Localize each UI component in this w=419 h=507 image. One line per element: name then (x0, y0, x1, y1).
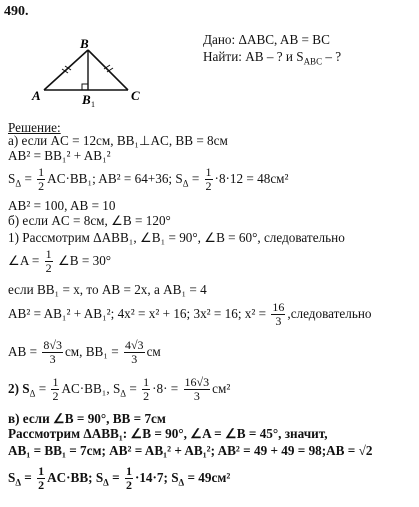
area-final: = 49см² (184, 470, 231, 485)
area-mid: AC·BB₁, S (61, 381, 121, 396)
angle-pre: ∠A = (8, 253, 43, 268)
frac-num: 8√3 (43, 338, 62, 353)
area-eq2: = (126, 381, 141, 396)
fraction-half (37, 465, 45, 492)
frac-num: 1 (45, 247, 52, 262)
area-eq2: = (108, 470, 123, 485)
part-b-equation (8, 298, 372, 330)
eq-after: ,следовательно (287, 306, 372, 321)
area-eq: = (21, 470, 36, 485)
fraction-half-2 (205, 166, 213, 193)
area-mid: AC·BB₁; AB² = 64+36; S (47, 171, 183, 186)
area-end: ·8·12 = 48см² (214, 171, 289, 186)
area-mid-sub: Δ (182, 178, 189, 189)
frac-den: 2 (38, 478, 45, 493)
frac-num: 1 (125, 464, 132, 479)
frac-den: 2 (125, 478, 132, 493)
frac-den: 3 (275, 314, 282, 329)
part-c-step-1: Рассмотрим ΔABB₁: ∠B = 90°, ∠A = ∠B = 45°, значит, (8, 426, 328, 441)
part-b-step-1: 1) Рассмотрим ΔABB₁, ∠B₁ = 90°, ∠B = 60°, следовательно (8, 230, 345, 245)
frac-den: 3 (131, 352, 138, 367)
fraction-half-2 (125, 465, 133, 492)
part-a-condition: а) если AC = 12см, BB₁⊥AC, BB = 8см (8, 133, 228, 148)
area-sub: Δ (29, 388, 36, 399)
ab-pre: AB = (8, 344, 41, 359)
part-c-condition: в) если ∠B = 90°, BB = 7см (8, 411, 166, 426)
area-mid: AC·BB; S (47, 470, 104, 485)
area-eq: = (21, 171, 36, 186)
area-eq: = (35, 381, 50, 396)
frac-num: 1 (52, 375, 59, 390)
label-a: A (32, 88, 41, 103)
area-s: S (8, 171, 16, 186)
given-sub: ABC (303, 56, 323, 67)
part-a-equation-1: AB² = BB₁² + AB₁² (8, 148, 111, 163)
fraction-half-2 (142, 376, 150, 403)
fraction-half (37, 166, 45, 193)
label-c: C (131, 88, 140, 103)
side-ab (44, 50, 88, 90)
label-b1: B (82, 92, 91, 107)
label-b1-sub: 1 (91, 100, 95, 108)
given-line-1: Дано: ΔABC, AB = BC (203, 32, 330, 47)
part-b-ab (8, 335, 161, 369)
angle-post: ∠B = 30° (54, 253, 112, 268)
right-angle-mark (82, 84, 88, 90)
part-c-step-2: AB₁ = BB₁ = 7см; AB² = AB₁² + AB₁²; AB² = 49 + 49 = 98;AB = √2 (8, 443, 373, 458)
part-a-area: $S_\Delta$ = $\frac{1}{2}$ AC·BB₁; AB² = 64+36; $S_\Delta$ = $\frac{1}{2}$ ·8·12 = 48см² (8, 165, 289, 194)
problem-number: 490. (4, 4, 29, 19)
area-sub: Δ (15, 477, 21, 488)
part-b-angle (8, 246, 111, 276)
frac-num: 16 (272, 300, 285, 315)
part-a-equation-3: AB² = 100, AB = 10 (8, 198, 116, 213)
frac-den: 2 (38, 179, 45, 194)
side-bc (88, 50, 128, 90)
fraction-16-3 (271, 301, 285, 328)
fraction-half (45, 248, 53, 275)
given-line-2 (203, 49, 342, 67)
frac-num: 1 (143, 375, 150, 390)
fraction-4root3 (124, 339, 145, 366)
frac-den: 2 (45, 261, 52, 276)
given-find-end: – ? (322, 49, 342, 64)
frac-num: 1 (38, 165, 45, 180)
area-end: ·14·7; S (134, 470, 179, 485)
part-c-area (8, 462, 230, 494)
fraction-8root3 (42, 339, 63, 366)
part-b-if: если BB₁ = x, то AB = 2x, а AB₁ = 4 (8, 282, 207, 297)
part-b-condition: б) если AC = 8см, ∠B = 120° (8, 213, 171, 228)
ab-mid: см, BB₁ = (64, 344, 122, 359)
frac-num: 16√3 (184, 375, 210, 390)
label-b: B (80, 38, 89, 51)
eq-main: AB² = AB₁² + AB₁²; 4x² = x² + 16; 3x² = 16; x² = (8, 306, 270, 321)
ab-end: см (146, 344, 161, 359)
area-mid-sub: Δ (120, 388, 127, 399)
frac-den: 2 (205, 179, 212, 194)
frac-num: 1 (38, 464, 45, 479)
frac-num: 1 (205, 165, 212, 180)
area-mid-sub: Δ (103, 477, 109, 488)
fraction-16root3 (184, 376, 211, 403)
frac-den: 2 (52, 389, 59, 404)
part-b-area (8, 372, 230, 406)
area-s: 2) S (8, 381, 30, 396)
frac-den: 3 (193, 389, 200, 404)
fraction-half (51, 376, 59, 403)
solution-heading: Решение: (8, 120, 61, 135)
frac-num: 4√3 (124, 338, 144, 353)
frac-den: 3 (49, 352, 56, 367)
area-mid2: ·8· = (152, 381, 182, 396)
area-sub: Δ (15, 178, 22, 189)
given-find: Найти: AB – ? и S (203, 49, 304, 64)
area-end-sub: Δ (178, 477, 185, 488)
area-end: см² (212, 381, 231, 396)
frac-den: 2 (143, 389, 150, 404)
triangle-figure (30, 38, 150, 108)
area-s: S (8, 470, 16, 485)
